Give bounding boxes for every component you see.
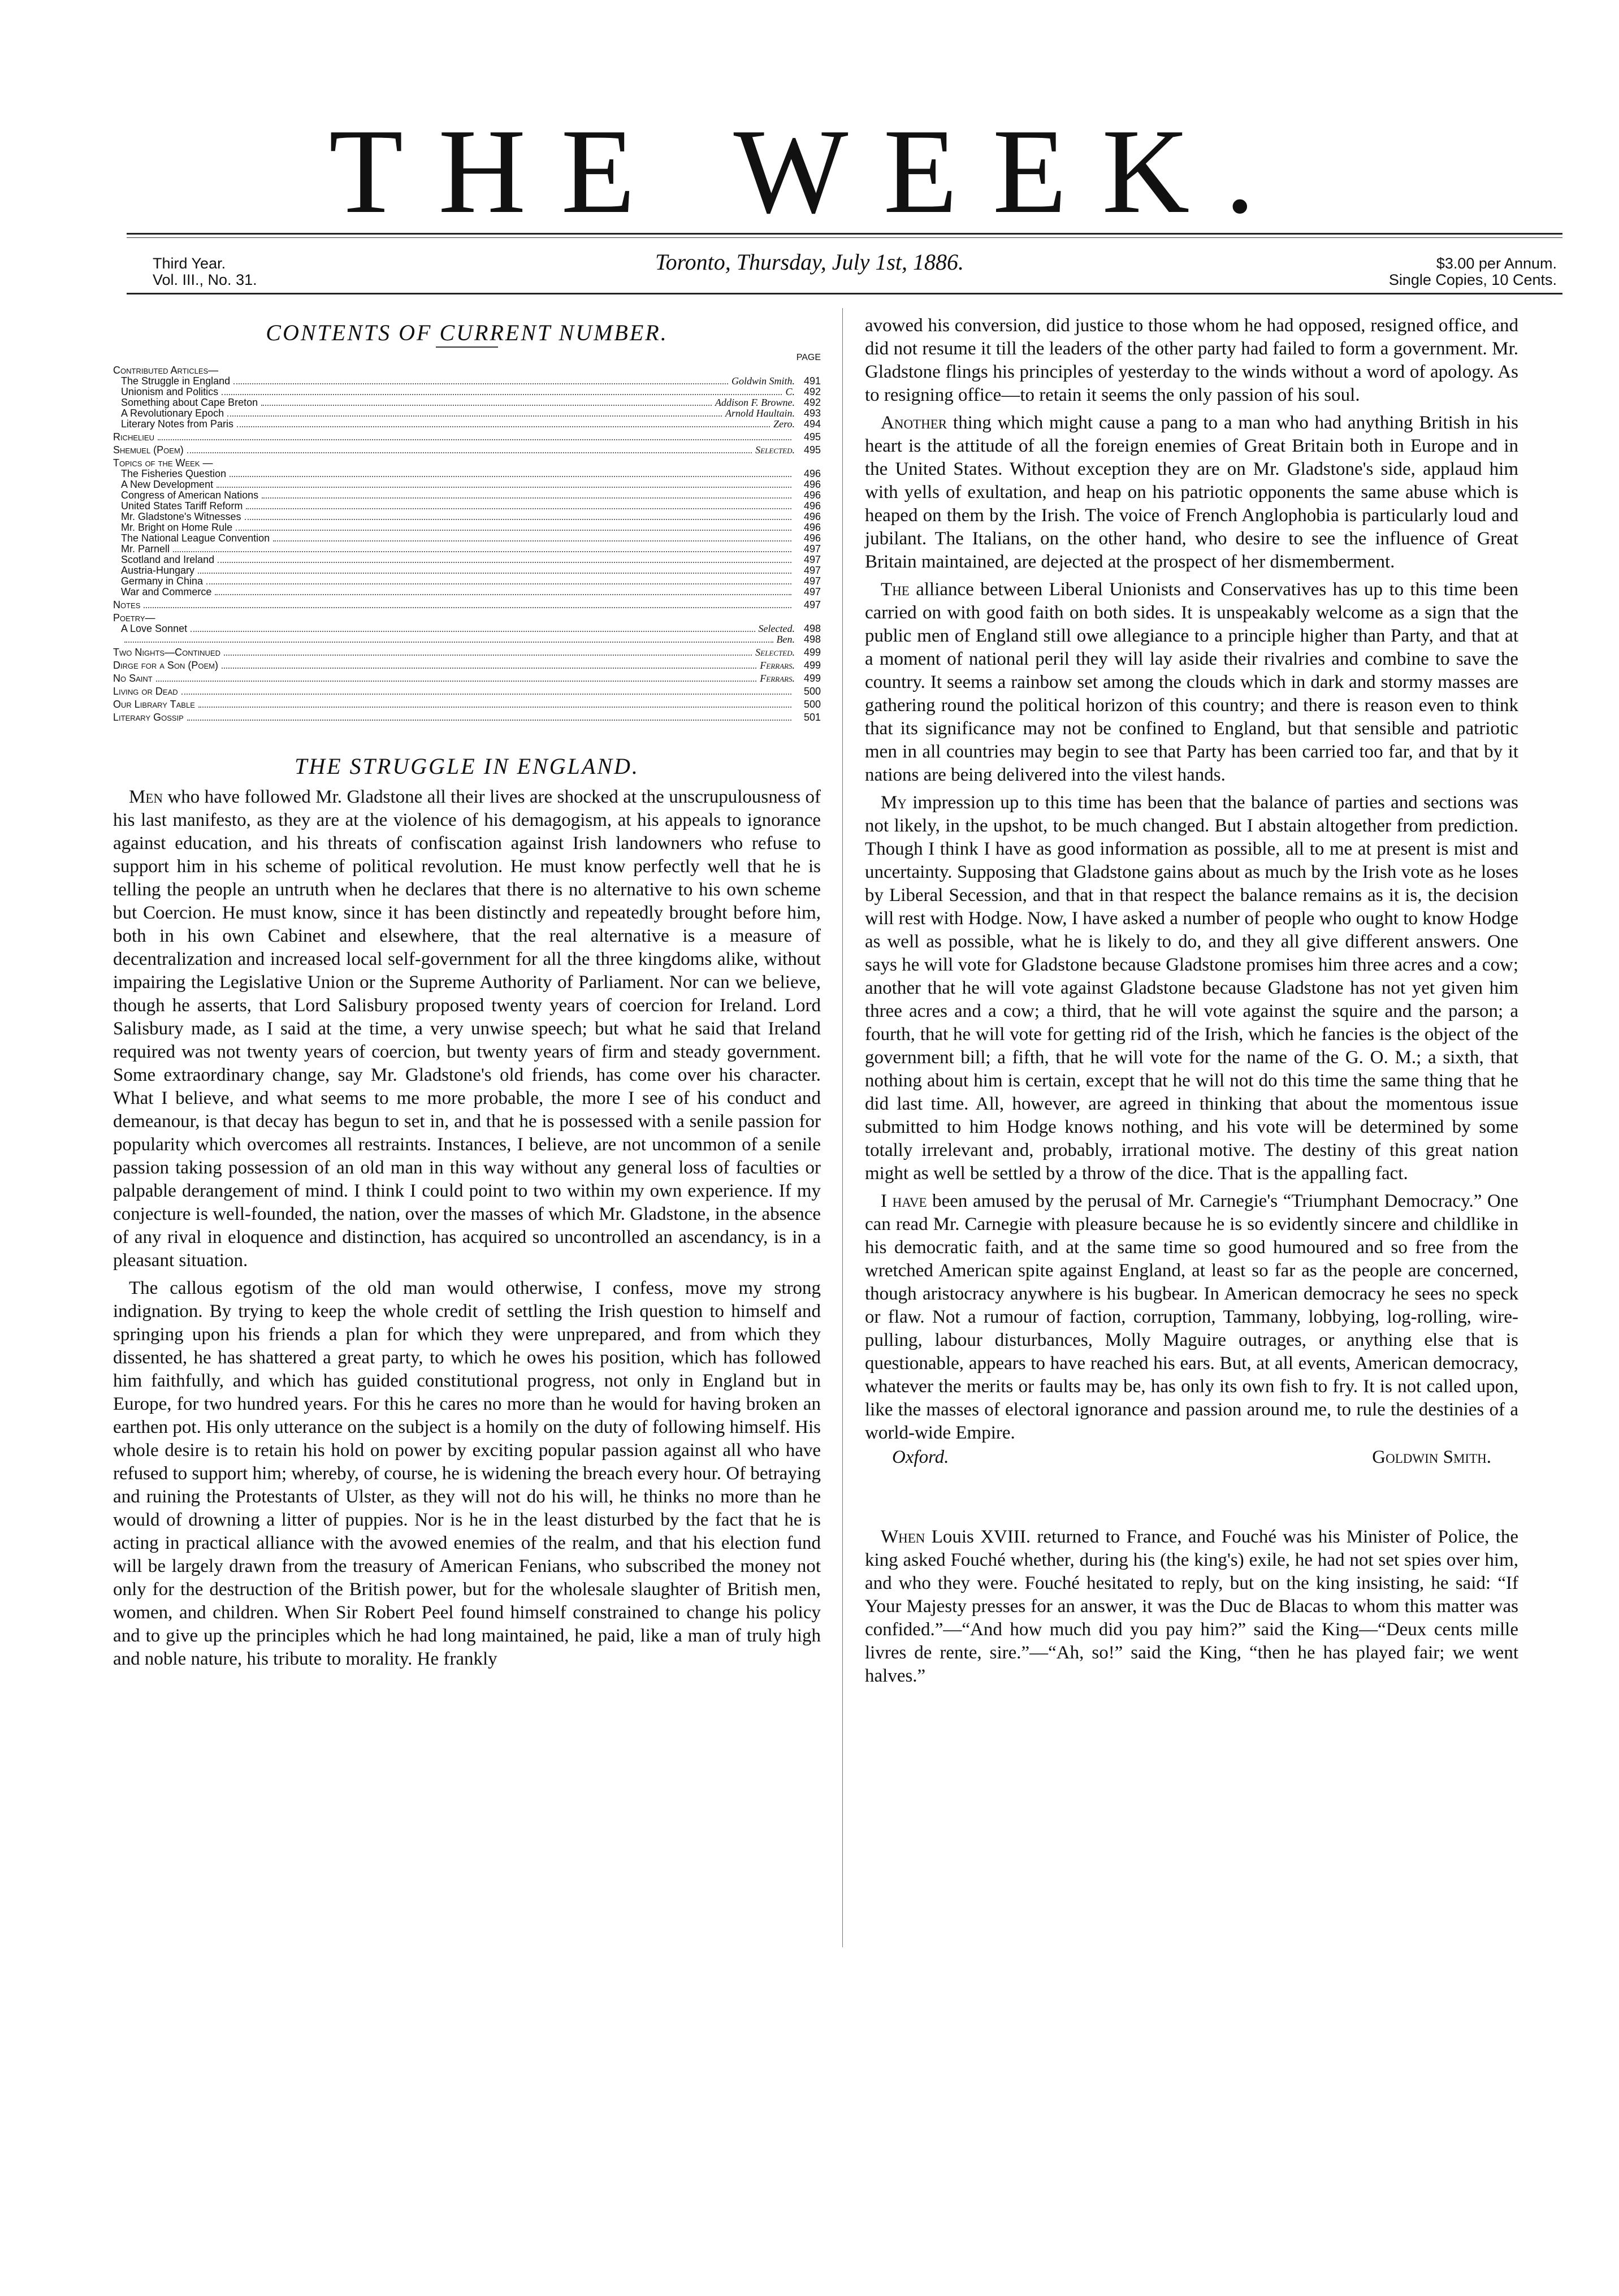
toc-entry <box>113 660 821 671</box>
toc-entry <box>113 565 821 576</box>
paragraph-text: avowed his conversion, did justice to those whom he had opposed, resigned office, and did not resume it till the leaders of the other party had failed to form a government. Mr. Gladstone flings his principles of yesterday to the winds without a word of apology. As to resigning office—to retain it seems the only passion of his soul. <box>865 315 1518 405</box>
toc-entry-title: Scotland and Ireland <box>121 554 215 565</box>
toc-leader-dots <box>222 387 782 395</box>
toc-entry-page: 495 <box>803 432 821 443</box>
toc-leader-dots <box>261 398 712 406</box>
left-column <box>113 317 821 1671</box>
toc-entry-author: Ferrars. <box>760 660 795 671</box>
toc-leader-dots <box>236 523 791 531</box>
toc-leader-dots <box>158 432 791 440</box>
toc-leader-dots <box>273 534 791 541</box>
toc-entry <box>113 522 821 533</box>
toc-entry <box>113 512 821 522</box>
toc-entry-title: Mr. Bright on Home Rule <box>121 522 233 533</box>
contents-heading: CONTENTS OF CURRENT NUMBER. <box>266 320 668 345</box>
toc-leader-dots <box>198 700 791 708</box>
toc-entry-page: 493 <box>803 408 821 419</box>
toc-leader-dots <box>237 419 770 427</box>
article-body-right <box>865 314 1518 1445</box>
article-paragraph <box>113 1277 821 1671</box>
price-annum: $3.00 per Annum. <box>1436 255 1557 272</box>
toc-entry-page: 497 <box>803 544 821 554</box>
toc-entry-page: 495 <box>803 445 821 456</box>
toc-entry-title: Austria-Hungary <box>121 565 195 576</box>
article-signature <box>865 1446 1518 1469</box>
masthead-rule-bottom <box>127 293 1562 294</box>
toc-entry-title: A New Development <box>121 479 214 490</box>
toc-entry <box>113 469 821 479</box>
toc-entry-title: Congress of American Nations <box>121 490 259 501</box>
toc-entry <box>113 699 821 710</box>
anecdote-text: Louis XVIII. returned to France, and Fouché was his Minister of Police, the king asked Fouché whether, during his (the king's) exile, he had not set spies over him, and who they were. Fouché hesitated to reply, but on the king insisting, he said: “If Your Majesty presses for an answer, it was the Duc de Blacas to whom this matter was confided.”—“And how much did you pay him?” said the King—“Deux cents mille livres de rente, sire.”—“Ah, so!” said the King, “then he has played fair; we went halves.” <box>865 1527 1518 1686</box>
paragraph-text: impression up to this time has been that the balance of parties and sections was not likely, in the upshot, to be much changed. But I abstain altogether from prediction. Though I think I have as good information as possible, all to me at present is mist and uncertainty. Supposing that Gladstone gains about as much by the Irish vote as he loses by Liberal Secession, and that in that respect the balance remains as it is, the decision will rest with Hodge. Now, I have asked a number of people who ought to know Hodge as well as possible, what he is likely to do, and they all give different answers. One says he will vote for Gladstone because Gladstone promises him three acres and a cow; another that he will vote against Gladstone because Gladstone has not yet given him three acres and a cow; a third, that he will vote against the squire and the parson; a fourth, that he will vote for getting rid of the Irish, which he fancies is the object of the government bill; a fifth, that he will vote for the name of the G. O. M.; a sixth, that nothing about him is certain, except that he will not do this time the same thing that he did last time. All, however, are agreed in thinking that about the momentous issue submitted to him Hodge knows nothing, and his vote will be determined by some totally irrelevant and, probably, irrational motive. The destiny of this great nation might as well be settled by a throw of the dice. That is the appalling fact. <box>865 792 1518 1184</box>
toc-entry-author: C. <box>785 387 795 397</box>
article-paragraph <box>113 786 821 1272</box>
toc-entry <box>113 613 821 623</box>
masthead-title: THE WEEK. <box>328 103 1291 239</box>
toc-entry-title: Contributed Articles— <box>113 365 219 376</box>
table-of-contents <box>113 352 821 723</box>
toc-entry <box>113 554 821 565</box>
toc-entry-title: Our Library Table <box>113 699 195 710</box>
toc-entry-title: Living or Dead <box>113 686 178 697</box>
article-paragraph <box>865 411 1518 574</box>
toc-entry-page: 498 <box>803 623 821 634</box>
toc-entry <box>113 576 821 587</box>
toc-entry <box>113 419 821 430</box>
toc-entry-page: 499 <box>803 660 821 671</box>
toc-entry-title: Richelieu <box>113 432 154 443</box>
toc-page-label: PAGE <box>796 353 821 362</box>
toc-entry-title: United States Tariff Reform <box>121 501 243 512</box>
toc-entry-title: A Revolutionary Epoch <box>121 408 224 419</box>
toc-leader-dots <box>218 555 791 563</box>
toc-leader-dots <box>124 635 773 643</box>
toc-entry <box>113 432 821 443</box>
toc-entry-page: 496 <box>803 501 821 512</box>
toc-leader-dots <box>233 376 728 384</box>
toc-entry-title: Notes <box>113 600 141 610</box>
toc-entry-author: Selected. <box>755 647 795 658</box>
toc-entry-page: 492 <box>803 397 821 408</box>
toc-entry-author: Goldwin Smith. <box>731 376 795 387</box>
toc-entry <box>113 458 821 469</box>
article-paragraph <box>865 791 1518 1185</box>
toc-leader-dots <box>156 674 757 682</box>
toc-leader-dots <box>217 480 791 488</box>
toc-entry-title: Mr. Gladstone's Witnesses <box>121 512 241 522</box>
toc-leader-dots <box>159 614 791 621</box>
toc-entry <box>113 544 821 554</box>
toc-entry-title: Topics of the Week — <box>113 458 213 469</box>
toc-entry-page: 496 <box>803 522 821 533</box>
toc-entry <box>113 445 821 456</box>
toc-entry-page: 498 <box>803 634 821 645</box>
article-heading: THE STRUGGLE IN ENGLAND. <box>295 753 639 779</box>
toc-entry-author: Ben. <box>776 634 795 645</box>
paragraph-lead: Men <box>129 787 163 807</box>
price-single: Single Copies, 10 Cents. <box>1388 271 1557 288</box>
toc-leader-dots <box>187 445 752 453</box>
signature-place: Oxford. <box>892 1447 949 1467</box>
toc-entry-page: 497 <box>803 554 821 565</box>
toc-entry-page: 496 <box>803 512 821 522</box>
toc-entry <box>113 490 821 501</box>
anecdote-lead: When <box>881 1527 925 1547</box>
toc-leader-dots <box>262 491 791 499</box>
toc-entry-title: Shemuel (Poem) <box>113 445 184 456</box>
toc-entry-page: 497 <box>803 565 821 576</box>
toc-leader-dots <box>144 600 791 608</box>
toc-entry <box>113 600 821 610</box>
toc-entry <box>113 647 821 658</box>
toc-entry-title: The National League Convention <box>121 533 270 544</box>
toc-entry-title: Unionism and Politics <box>121 387 219 397</box>
toc-entry-page: 497 <box>803 576 821 587</box>
toc-entry-title: Literary Notes from Paris <box>121 419 234 430</box>
year-label: Third Year. <box>153 255 226 272</box>
article-body-left <box>113 786 821 1671</box>
article-paragraph <box>865 1190 1518 1445</box>
toc-entry <box>113 408 821 419</box>
toc-entry-title: The Fisheries Question <box>121 469 227 479</box>
toc-entry-author: Ferrars. <box>760 673 795 684</box>
toc-entry-page: 496 <box>803 469 821 479</box>
toc-entry <box>113 686 821 697</box>
paragraph-text: who have followed Mr. Gladstone all their lives are shocked at the unscrupulousness of his last manifesto, as they are at the violence of his demagogism, at his appeals to ignorance against education, and his threats of confiscation against Irish landowners who refuse to support him in his scheme of political revolution. He must know perfectly well that he is telling the people an untruth when he declares that there is no alternative to his own scheme but Coercion. He must know, since it has been distinctly and repeatedly brought before him, both in his own Cabinet and elsewhere, that the real alternative is a measure of decentralization and increased local self-government for all the three kingdoms alike, without impairing the Legislative Union or the Supreme Authority of Parliament. Nor can we believe, though he asserts, that Lord Salisbury proposed twenty years of coercion for Ireland. Lord Salisbury made, as I said at the time, a very unwise speech; but what he said that Ireland required was not twenty years of coercion, but twenty years of firm and steady government. Some extraordinary change, say Mr. Gladstone's old friends, has come over his character. What I believe, and what seems to me more probable, the more I see of his conduct and demeanour, is that decay has begun to set in, and that he is possessed with a senile passion for popularity which overcomes all restraints. Instances, I believe, are not uncommon of a senile passion taking possession of an old man in this way without any general loss of faculties or palpable derangement of mind. I think I could point to two within my own experience. If my conjecture is well-founded, the nation, over the masses of which Mr. Gladstone, in the absence of any rival in eloquence and distinction, has acquired so uncontrolled an ascendancy, is in a pleasant situation. <box>113 787 821 1271</box>
toc-entry-page: 496 <box>803 533 821 544</box>
toc-leader-dots <box>222 661 756 669</box>
toc-leader-dots <box>206 577 791 584</box>
toc-entry <box>113 365 821 376</box>
toc-leader-dots <box>181 687 791 695</box>
article-paragraph <box>865 314 1518 407</box>
masthead-rule-top <box>127 233 1562 235</box>
toc-entry-page: 501 <box>803 712 821 723</box>
paragraph-text: been amused by the perusal of Mr. Carnegie's “Triumphant Democracy.” One can read Mr. Carnegie with pleasure because he is so evidently sincere and childlike in his democratic faith, and at the same time so good humoured and so free from the wretched American spite against England, at least so far as the people are concerned, though aristocracy anywhere is his bugbear. In American democracy he sees no speck or flaw. Not a rumour of faction, corruption, Tammany, lobbying, log-rolling, wire-pulling, labour disturbances, Molly Maguire outrages, or anything else that is questionable, appears to have reached his ears. But, at all events, American democracy, whatever the merits or faults may be, has only its own fish to fry. It is not called upon, like the masses of electoral ignorance and passion around me, to rule the destinies of a world-wide Empire. <box>865 1191 1518 1443</box>
toc-entry <box>113 623 821 634</box>
toc-entry-page: 497 <box>803 600 821 610</box>
toc-entry-page: 494 <box>803 419 821 430</box>
toc-leader-dots <box>246 501 791 509</box>
toc-entry-page: 499 <box>803 673 821 684</box>
toc-leader-dots <box>222 367 791 374</box>
toc-leader-dots <box>198 566 791 574</box>
toc-leader-dots <box>227 409 722 417</box>
toc-entry <box>113 634 821 645</box>
contents-rule <box>436 346 498 348</box>
toc-leader-dots <box>187 713 791 721</box>
paragraph-lead: Another <box>881 413 947 433</box>
toc-entry <box>113 533 821 544</box>
toc-entry-title: A Love Sonnet <box>121 623 188 634</box>
toc-leader-dots <box>230 469 791 477</box>
price-info <box>1389 255 1557 288</box>
paragraph-text: thing which might cause a pang to a man who had anything British in his heart is the attitude of all the foreign enemies of Great Britain both in Europe and in the United States. Without exception they are on Mr. Gladstone's side, applaud him with yells of exultation, and heap on his patriotic opponents the same abuse which is heaped on them by the Irish. The voice of French Anglophobia is particularly loud and jubilant. The Italians, on the other hand, who desire to see the influence of Great Britain maintained, are dejected at the prospect of her dismemberment. <box>865 413 1518 572</box>
paragraph-lead: I have <box>881 1191 927 1211</box>
anecdote-paragraph <box>865 1526 1518 1688</box>
right-column <box>865 314 1518 1688</box>
toc-entry <box>113 397 821 408</box>
toc-entry-title: War and Commerce <box>121 587 212 597</box>
toc-leader-dots <box>215 587 791 595</box>
toc-entry <box>113 479 821 490</box>
toc-entry-author: Selected. <box>758 623 795 634</box>
toc-entry-title: Two Nights—Continued <box>113 647 220 658</box>
toc-leader-dots <box>217 460 791 466</box>
toc-entry-author: Zero. <box>773 419 795 430</box>
paragraph-lead: My <box>881 792 907 813</box>
toc-entry-title: The Struggle in England <box>121 376 231 387</box>
toc-entry <box>113 712 821 723</box>
toc-entry <box>113 376 821 387</box>
toc-entry <box>113 387 821 397</box>
masthead-rule-thin <box>127 237 1562 238</box>
article-paragraph <box>865 578 1518 787</box>
toc-entry-author: Arnold Haultain. <box>725 408 795 419</box>
toc-entry <box>113 501 821 512</box>
toc-leader-dots <box>191 624 755 632</box>
toc-entry-page: 500 <box>803 699 821 710</box>
toc-entry-title: Dirge for a Son (Poem) <box>113 660 219 671</box>
column-divider <box>842 308 843 1947</box>
toc-entry <box>113 673 821 684</box>
toc-entry-page: 500 <box>803 686 821 697</box>
dateline: Toronto, Thursday, July 1st, 1886. <box>655 249 964 275</box>
toc-entry-title: Something about Cape Breton <box>121 397 258 408</box>
paragraph-text: alliance between Liberal Unionists and Conservatives has up to this time been carried on with good faith on both sides. It is unspeakably welcome as a sign that the public men of England still owe allegiance to a principle higher than Party, and that at a moment of national peril they will lay aside their rivalries and combine to save the country. It seems a rainbow set among the clouds which in dark and stormy masses are gathering round the political horizon of this country; and there is reason even to think that its significance may not be confined to England, but that sensible and patriotic men in all countries may begin to see that Party has been carried too far, and that by it nations are being delivered into the vilest hands. <box>865 579 1518 785</box>
toc-leader-dots <box>224 648 752 656</box>
toc-entry-title: Poetry— <box>113 613 155 623</box>
toc-entry-page: 492 <box>803 387 821 397</box>
toc-entry-page: 496 <box>803 490 821 501</box>
toc-entry-page: 499 <box>803 647 821 658</box>
volume-label: Vol. III., No. 31. <box>153 271 257 288</box>
toc-entry-page: 491 <box>803 376 821 387</box>
signature-name: Goldwin Smith. <box>1372 1447 1491 1467</box>
toc-entry-page: 496 <box>803 479 821 490</box>
toc-entry-page: 497 <box>803 587 821 597</box>
toc-entry-title: Literary Gossip <box>113 712 184 723</box>
toc-leader-dots <box>173 544 791 552</box>
toc-leader-dots <box>245 512 791 520</box>
toc-entry <box>113 587 821 597</box>
paragraph-lead: The <box>881 579 910 600</box>
anecdote <box>865 1526 1518 1688</box>
toc-entry-title: No Saint <box>113 673 153 684</box>
paragraph-text: The callous egotism of the old man would otherwise, I confess, move my strong indignation. By trying to keep the whole credit of settling the Irish question to himself and springing upon his friends a plan for which they were unprepared, and from which they dissented, he has shattered a great party, to which he owes his position, which has followed him faithfully, and which has guided constitutional progress, not only in England but in Europe, for two hundred years. For this he cares no more than he would for having broken an earthen pot. His only utterance on the subject is a homily on the duty of following himself. His whole desire is to retain his hold on power by exciting popular passion against all who have refused to support him; whereby, of course, he is widening the breach every hour. Of betraying and ruining the Protestants of Ulster, as they will not do his will, he thinks no more than he would of drowning a litter of puppies. Nor is he in the least disturbed by the fact that he is acting in practical alliance with the avowed enemies of the realm, and that his election fund will be largely drawn from the treasury of American Fenians, who subscribed the money not only for the destruction of the British power, but for the wholesale slaughter of British men, women, and children. When Sir Robert Peel found himself constrained to change his policy and to give up the principles which he had long maintained, he paid, like a man of truly high and noble nature, his tribute to morality. He frankly <box>113 1278 821 1669</box>
toc-entry-title: Mr. Parnell <box>121 544 170 554</box>
toc-entry-author: Addison F. Browne. <box>715 397 795 408</box>
toc-entry-title: Germany in China <box>121 576 204 587</box>
toc-entry-author: Selected. <box>755 445 795 456</box>
